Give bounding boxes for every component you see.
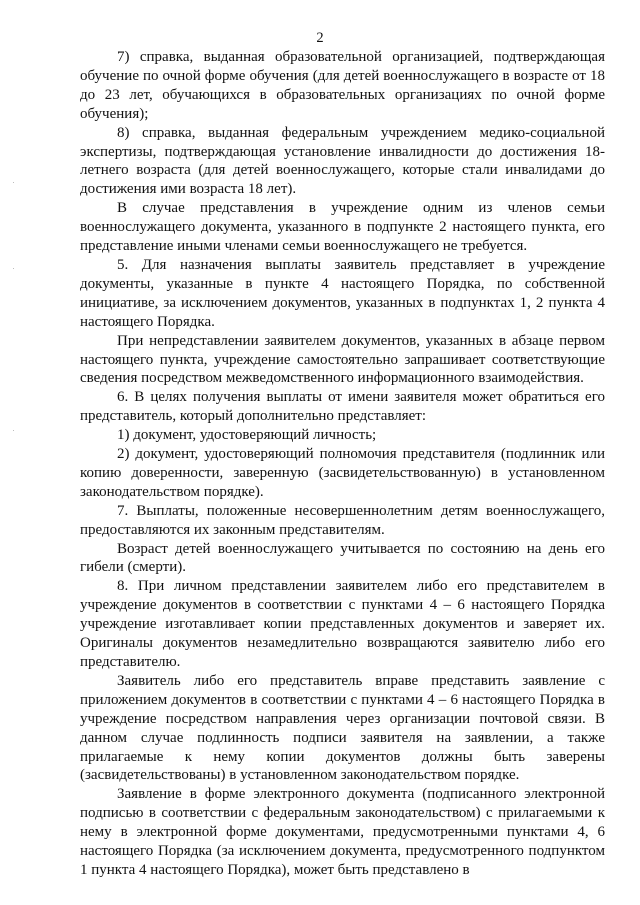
- paragraph-clause-6: 6. В целях получения выплаты от имени заявителя может обратиться его представитель, который дополнительно представляет:: [80, 389, 605, 425]
- margin-speck: [13, 430, 14, 431]
- paragraph-clause-8: 8. При личном представлении заявителем либо его представителем в учреждение документов в соответствии с пунктами 4 – 6 настоящего Порядка учреждение изготавливает копии представленных документов и заверяет их. Оригиналы документов незамедлительно возвращаются заявителю либо его представителю.: [80, 578, 605, 670]
- margin-speck: [13, 268, 14, 269]
- paragraph-clause-6-item-2: 2) документ, удостоверяющий полномочия представителя (подлинник или копию доверенности, заверенную (засвидетельствованную) в установленном законодательством порядке).: [80, 446, 605, 500]
- document-body: [80, 48, 605, 880]
- paragraph-item-7: 7) справка, выданная образовательной организацией, подтверждающая обучение по очной форме обучения (для детей военнослужащего в возрасте от 18 до 23 лет, обучающихся в образовательных организациях по очной форме обучения);: [80, 49, 605, 122]
- page-number: 2: [316, 30, 324, 46]
- paragraph-age-note: Возраст детей военнослужащего учитывается по состоянию на день его гибели (смерти).: [80, 540, 605, 576]
- paragraph-clause-5-second: При непредставлении заявителем документов, указанных в абзаце первом настоящего пункта, учреждение самостоятельно запрашивает соответствующие сведения посредством межведомственного информационного взаимодействия.: [80, 332, 605, 387]
- paragraph-submission-note: В случае представления в учреждение одним из членов семьи военнослужащего документа, указанного в подпункте 2 настоящего пункта, его представление иными членами семьи военнослужащего не требуется.: [80, 200, 605, 255]
- paragraph-clause-5: 5. Для назначения выплаты заявитель представляет в учреждение документы, указанные в пункте 4 настоящего Порядка, по собственной инициативе, за исключением документов, указанных в подпунктах 1, 2 пункта 4 настоящего Порядка.: [80, 256, 605, 330]
- margin-speck: [13, 182, 14, 183]
- paragraph-electronic-submission: Заявление в форме электронного документа (подписанного электронной подписью в соответствии с федеральным законодательством) с прилагаемыми к нему в электронной форме документами, предусмотренными пунктами 4, 6 настоящего Порядка (за исключением документа, предусмотренного подпунктом 1 пункта 4 настоящего Порядка), может быть представлено в: [80, 786, 605, 878]
- paragraph-clause-7: 7. Выплаты, положенные несовершеннолетним детям военнослужащего, предоставляются их законным представителям.: [80, 502, 605, 538]
- paragraph-item-8: 8) справка, выданная федеральным учреждением медико-социальной экспертизы, подтверждающая установление инвалидности до достижения 18-летнего возраста (для детей военнослужащего, которые стали инвалидами до достижения ими возраста 18 лет).: [80, 124, 605, 198]
- paragraph-clause-6-item-1: 1) документ, удостоверяющий личность;: [117, 427, 377, 444]
- paragraph-postal-submission: Заявитель либо его представитель вправе представить заявление с приложением документов в соответствии с пунктами 4 – 6 настоящего Порядка в учреждение посредством направления через организации почтовой связи. В данном случае подлинность подписи заявителя на заявлении, а также прилагаемые к нему копии документов должны быть заверены (засвидетельствованы) в установленном законодательством порядке.: [80, 672, 605, 784]
